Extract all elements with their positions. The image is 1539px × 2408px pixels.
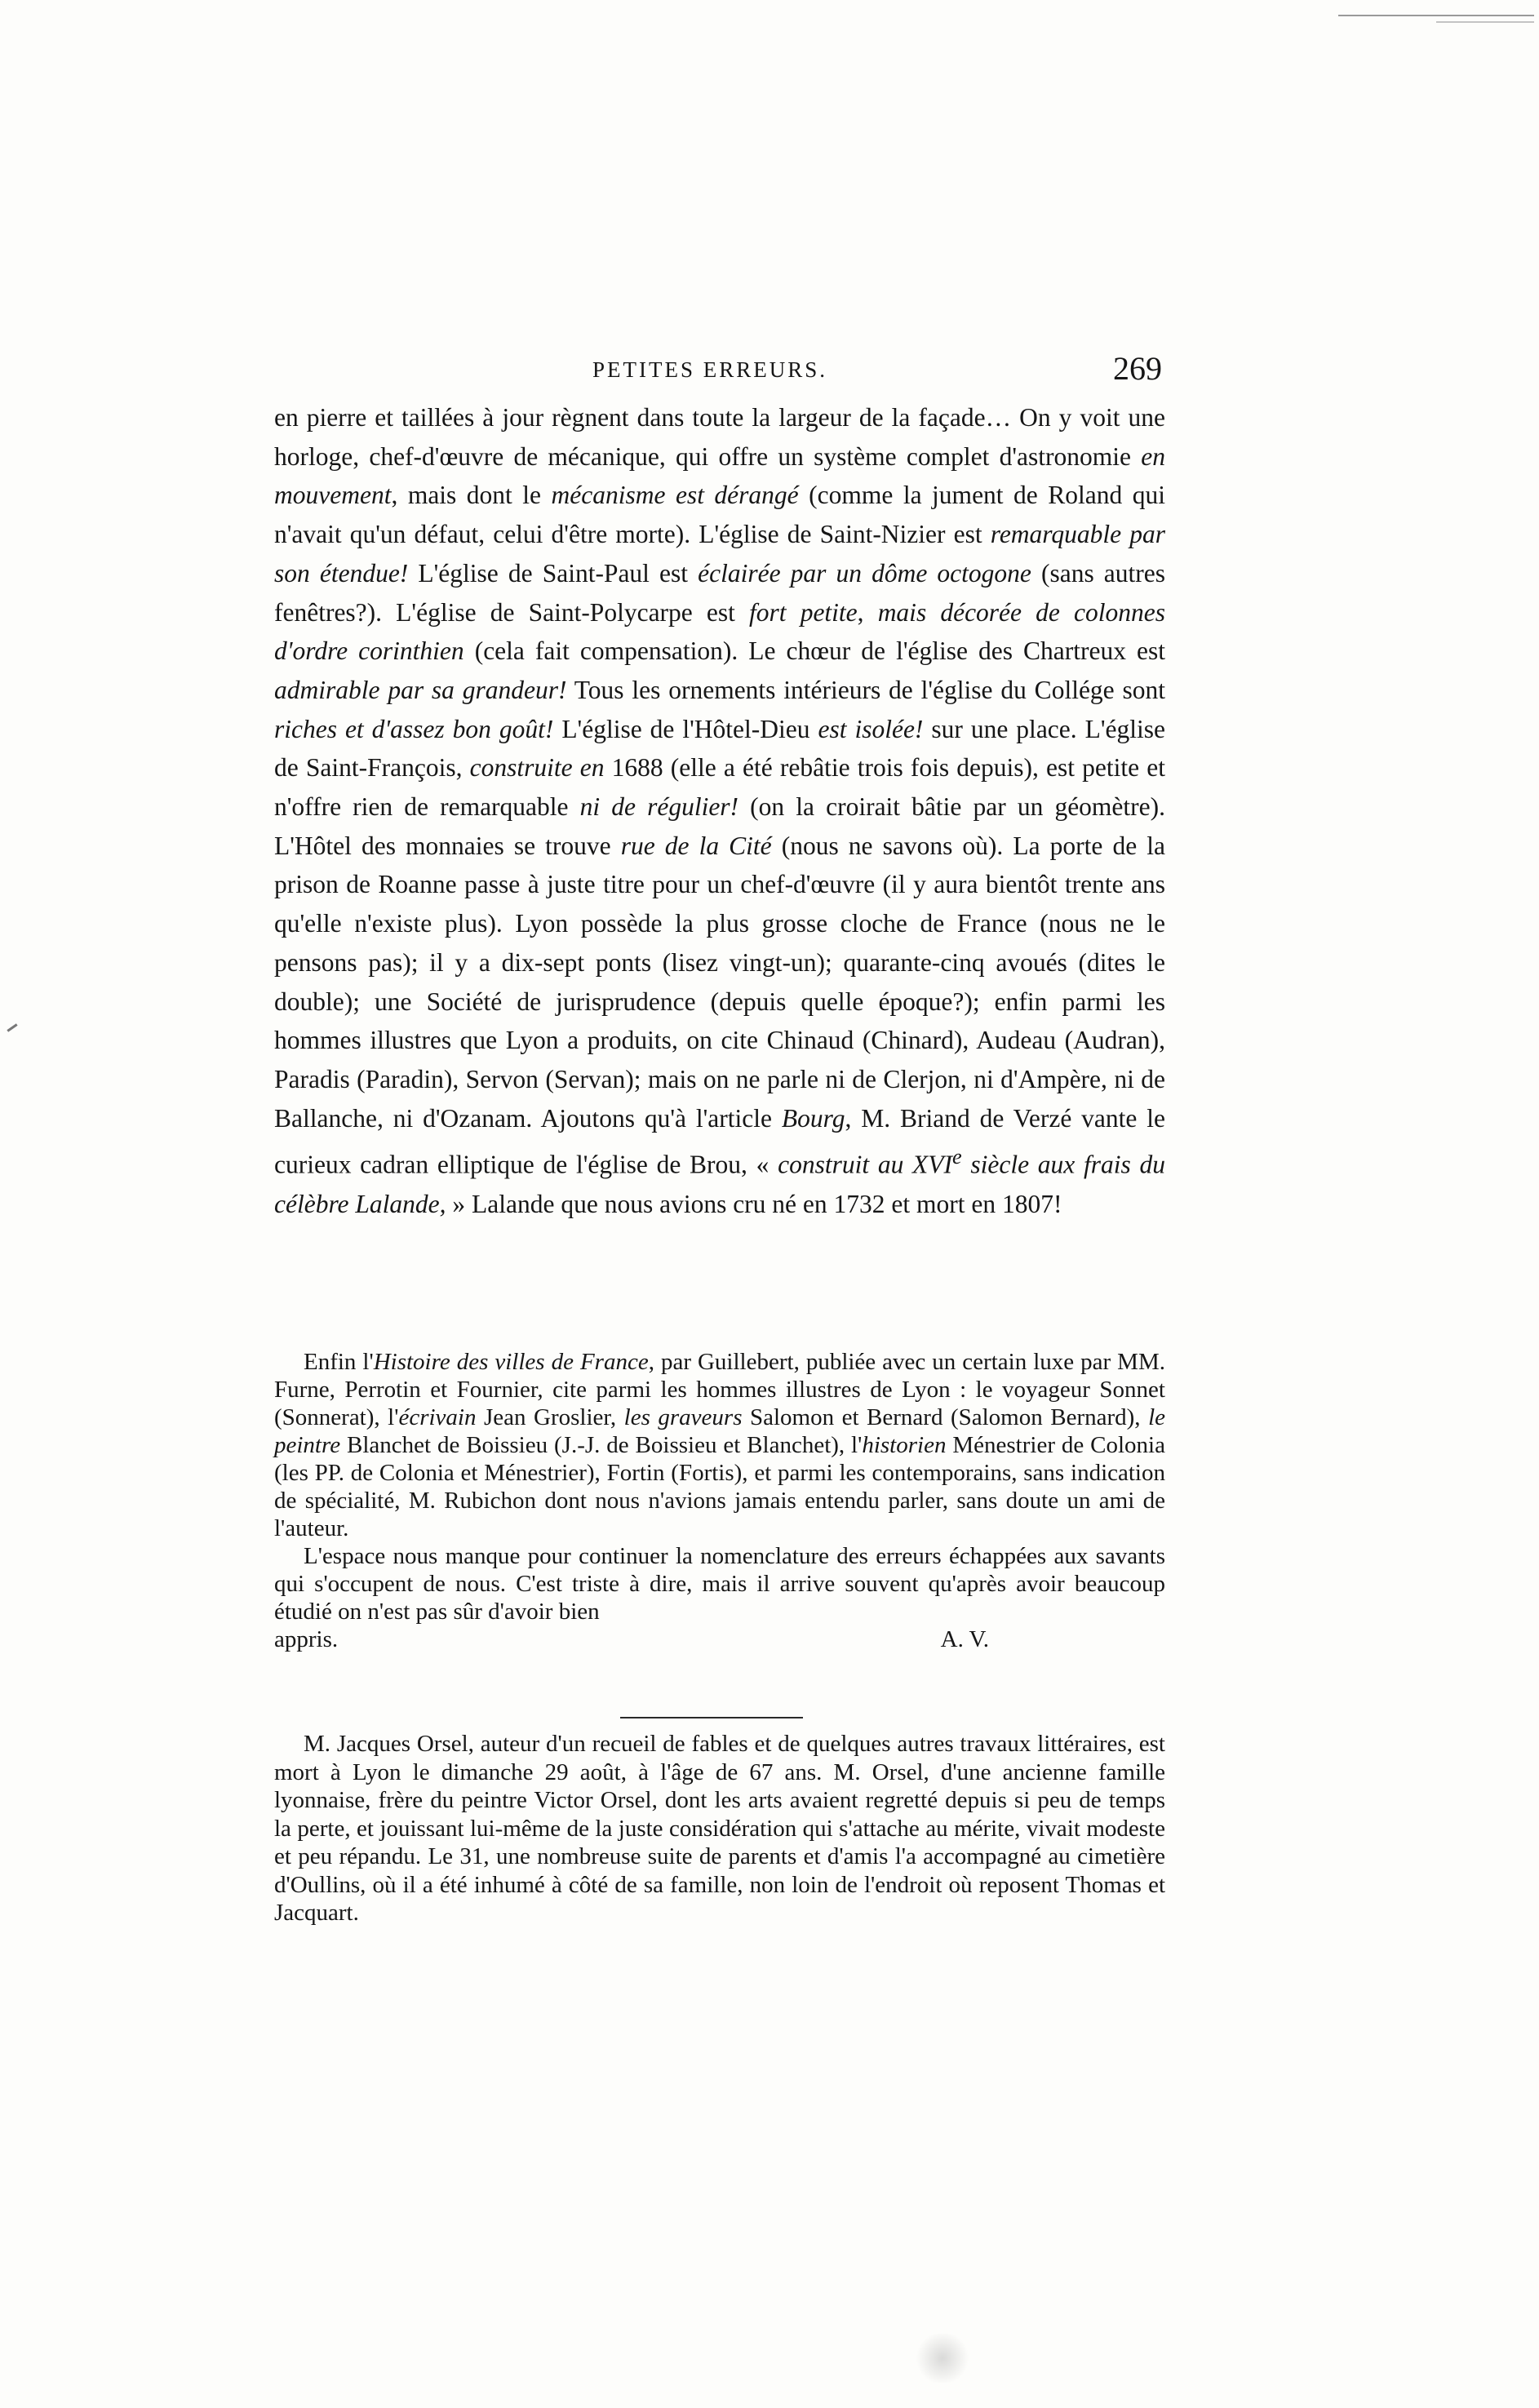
obituary-paragraph: M. Jacques Orsel, auteur d'un recueil de fables et de quelques autres travaux littéraires, est mort à Lyon le dimanche 29 août, à l'âge de 67 ans. M. Orsel, d'une ancienne famille lyonnaise, frère du peintre Victor Orsel, dont les arts avaient regretté depuis si peu de temps la perte, et jouissant lui-même de la juste considération qui s'attache au mérite, vivait modeste et peu répandu. Le 31, une nombreuse suite de parents et d'amis l'a accompagné au cimetière d'Oullins, où il a été inhumé à côté de sa famille, non loin de l'endroit où reposent Thomas et Jacquart. <box>274 1731 1165 1926</box>
main-text-block <box>274 398 1165 1223</box>
paragraph-histoire: Enfin l'Histoire des villes de France, par Guillebert, publiée avec un certain luxe par MM. Furne, Perrotin et Fournier, cite parmi les hommes illustres de Lyon : le voyageur Sonnet (Sonnerat), l'écrivain Jean Groslier, les graveurs Salomon et Bernard (Salomon Bernard), le peintre Blanchet de Boissieu (J.-J. de Boissieu et Blanchet), l'historien Ménestrier de Colonia (les PP. de Colonia et Ménestrier), Fortin (Fortis), et parmi les contemporains, sans indication de spécialité, M. Rubichon dont nous n'avions jamais entendu parler, sans doute un ami de l'auteur. <box>274 1349 1165 1541</box>
paper-stain <box>914 2334 971 2383</box>
second-text-block <box>274 1348 1165 1653</box>
author-signature: A. V. <box>940 1626 989 1652</box>
section-divider <box>620 1717 803 1718</box>
obituary-block <box>274 1730 1165 1927</box>
scan-edge-line <box>1436 21 1534 23</box>
scan-edge-line <box>1338 15 1534 16</box>
margin-mark <box>7 1023 17 1031</box>
running-head <box>274 349 1165 398</box>
closing-line <box>274 1625 1165 1653</box>
running-title: PETITES ERREURS. <box>592 357 828 382</box>
page-number: 269 <box>1113 350 1162 387</box>
closing-word: appris. <box>274 1626 339 1652</box>
paragraph-espace: L'espace nous manque pour continuer la nomenclature des erreurs échappées aux savants qui s'occupent de nous. C'est triste à dire, mais il arrive souvent qu'après avoir beaucoup étudié on n'est pas sûr d'avoir bien <box>274 1543 1165 1625</box>
main-paragraph: en pierre et taillées à jour règnent dans toute la largeur de la façade… On y voit une horloge, chef-d'œuvre de mécanique, qui offre un système complet d'astronomie en mouvement, mais dont le mécanisme est dérangé (comme la jument de Roland qui n'avait qu'un défaut, celui d'être morte). L'église de Saint-Nizier est remarquable par son étendue! L'église de Saint-Paul est éclairée par un dôme octogone (sans autres fenêtres?). L'église de Saint-Polycarpe est fort petite, mais décorée de colonnes d'ordre corinthien (cela fait compensation). Le chœur de l'église des Chartreux est admirable par sa grandeur! Tous les ornements intérieurs de l'église du Collége sont riches et d'assez bon goût! L'église de l'Hôtel-Dieu est isolée! sur une place. L'église de Saint-François, construite en 1688 (elle a été rebâtie trois fois depuis), est petite et n'offre rien de remarquable ni de régulier! (on la croirait bâtie par un géomètre). L'Hôtel des monnaies se trouve rue de la Cité (nous ne savons où). La porte de la prison de Roanne passe à juste titre pour un chef-d'œuvre (il y aura bientôt trente ans qu'elle n'existe plus). Lyon possède la plus grosse cloche de France (nous ne le pensons pas); il y a dix-sept ponts (lisez vingt-un); quarante-cinq avoués (dites le double); une Société de jurisprudence (depuis quelle époque?); enfin parmi les hommes illustres que Lyon a produits, on cite Chinaud (Chinard), Audeau (Audran), Paradis (Paradin), Servon (Servan); mais on ne parle ni de Clerjon, ni d'Ampère, ni de Ballanche, ni d'Ozanam. Ajoutons qu'à l'article Bourg, M. Briand de Verzé vante le curieux cadran elliptique de l'église de Brou, « construit au XVIe siècle aux frais du célèbre Lalande, » Lalande que nous avions cru né en 1732 et mort en 1807! <box>274 403 1166 1218</box>
